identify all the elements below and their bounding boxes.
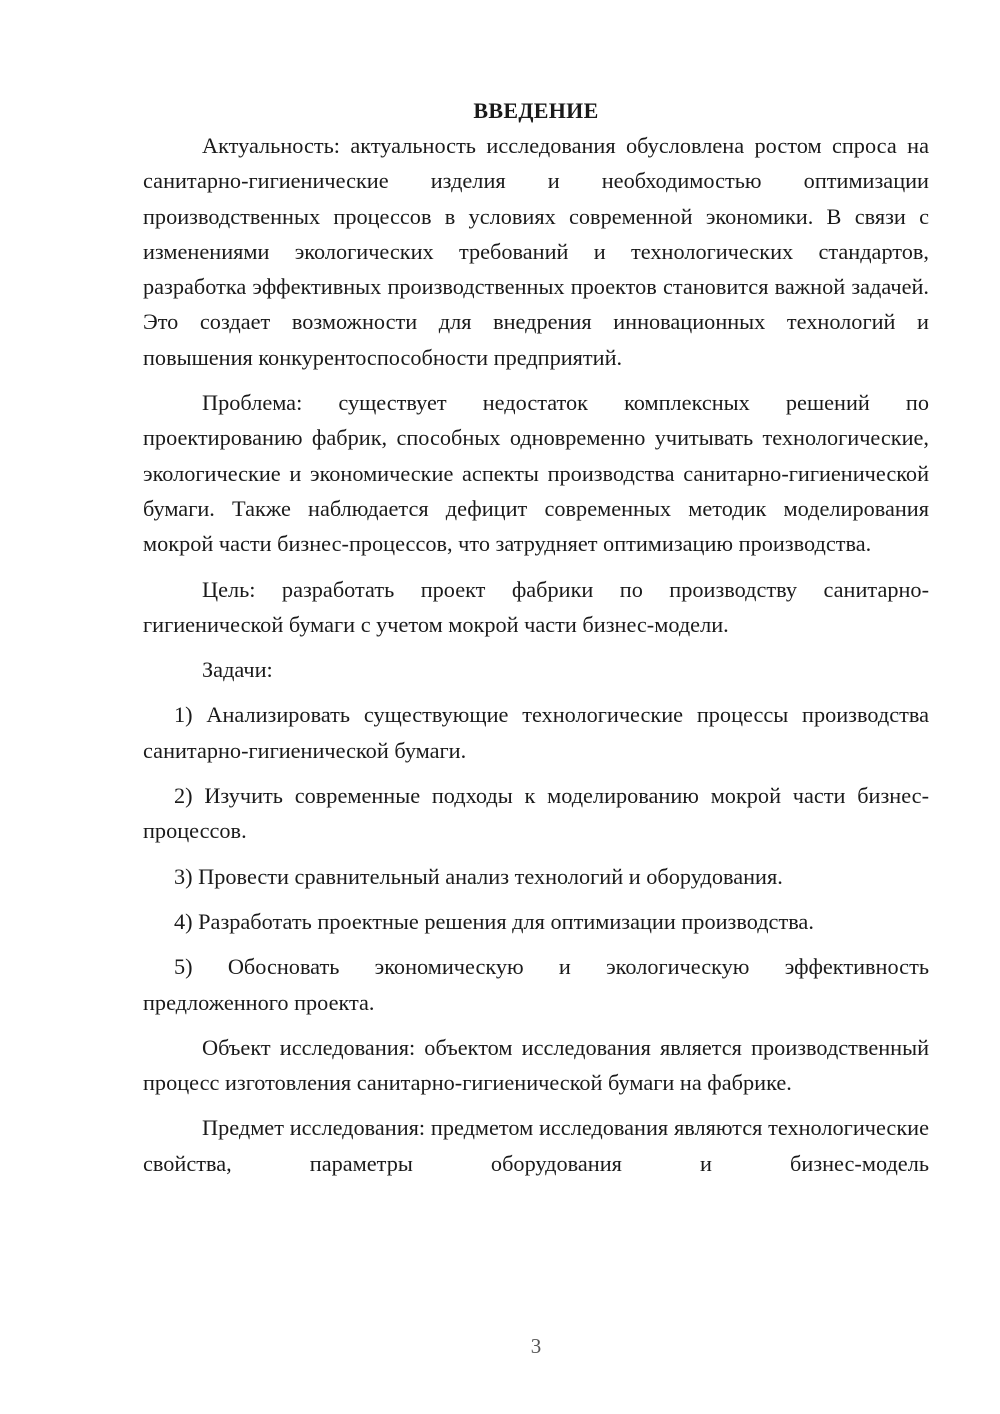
tasks-label: Задачи: (202, 657, 273, 683)
page-number: 3 (530, 1334, 542, 1358)
paragraph-problem: Проблема: существует недостаток комплексных решений по проектированию фабрик, способных одновременно учитывать технологические, экологические и экономические аспекты производства санитарно-гигиенической бумаги. Также наблюдается дефицит современных методик моделирования мокрой части бизнес-процессов, что затрудняет оптимизацию производства. (143, 390, 929, 557)
document-page (143, 96, 929, 1191)
paragraph-subject: Предмет исследования: предметом исследования являются технологические свойства, параметры оборудования и бизнес-модель (143, 1115, 929, 1176)
section-title: ВВЕДЕНИЕ (473, 98, 599, 123)
paragraph-object: Объект исследования: объектом исследования является производственный процесс изготовления санитарно-гигиенической бумаги на фабрике. (143, 1034, 929, 1096)
tasks-list (143, 697, 929, 1019)
paragraph-relevance: Актуальность: актуальность исследования обусловлена ростом спроса на санитарно-гигиенические изделия и необходимостью оптимизации производственных процессов в условиях современной экономики. В связи с изменениями экологических требований и технологических стандартов, разработка эффективных производственных проектов становится важной задачей. Это создает возможности для внедрения инновационных технологий и повышения конкурентоспособности предприятий. (143, 133, 929, 370)
task-item-3: 3) Провести сравнительный анализ технологий и оборудования. (174, 863, 783, 889)
task-item-4: 4) Разработать проектные решения для оптимизации производства. (174, 908, 814, 934)
paragraph-goal: Цель: разработать проект фабрики по производству санитарно-гигиенической бумаги с учетом мокрой части бизнес-модели. (143, 576, 929, 637)
task-item-1: 1) Анализировать существующие технологические процессы производства санитарно-гигиенической бумаги. (143, 702, 929, 763)
task-item-2: 2) Изучить современные подходы к моделированию мокрой части бизнес-процессов. (143, 783, 929, 844)
task-item-5: 5) Обосновать экономическую и экологическую эффективность предложенного проекта. (143, 954, 929, 1015)
